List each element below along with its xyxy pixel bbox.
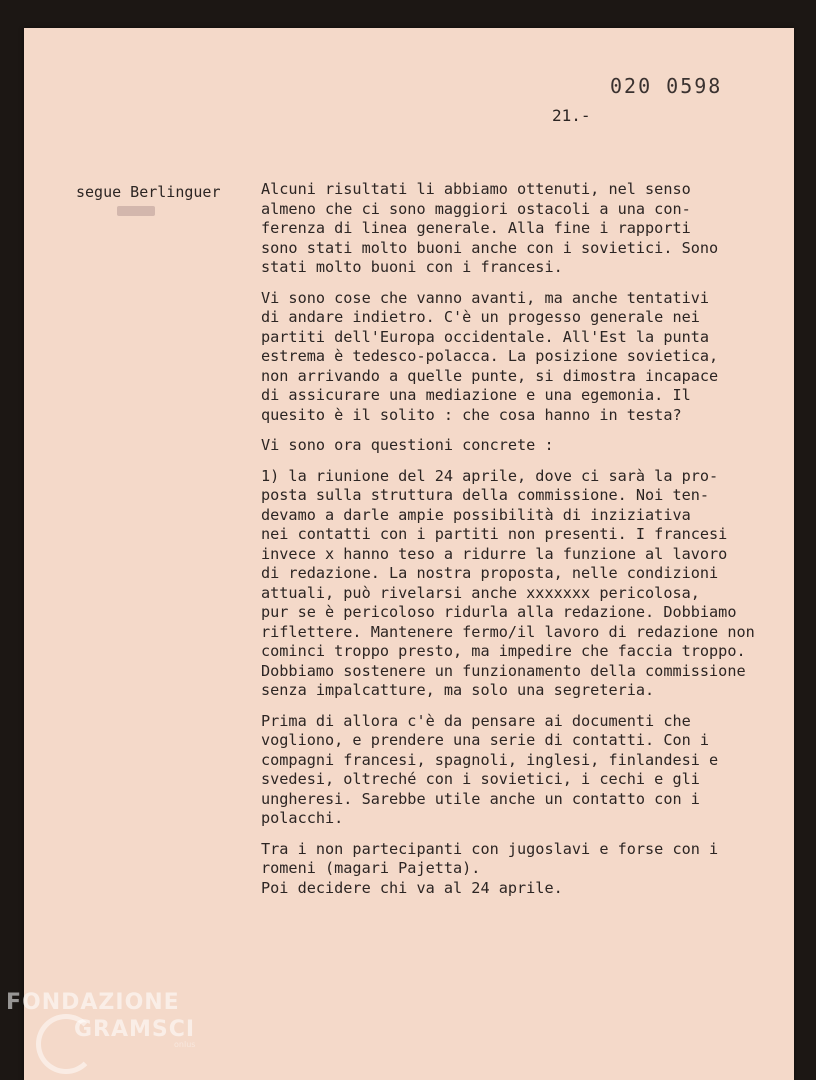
page-number: 21.-	[552, 106, 591, 125]
watermark-line1: FONDAZIONE	[6, 990, 180, 1015]
text-line: polacchi.	[261, 809, 344, 827]
text-line: invece x hanno teso a ridurre la funzione al lavoro	[261, 544, 728, 563]
text-line: partiti dell'Europa occidentale. All'Est la punta	[261, 327, 710, 346]
text-line: Poi decidere chi va al 24 aprile.	[261, 878, 563, 897]
text-line: nei contatti con i partiti non presenti. I francesi	[261, 525, 728, 543]
text-line: ungheresi. Sarebbe utile anche un contatto con i	[261, 789, 700, 808]
text-line: romeni (magari Pajetta).	[261, 859, 481, 877]
text-line: Alcuni risultati li abbiamo ottenuti, nel senso	[261, 180, 691, 198]
text-line: svedesi, oltreché con i sovietici, i cechi e gli	[261, 770, 700, 788]
text-line: cominci troppo presto, ma impedire che faccia troppo.	[261, 642, 746, 660]
speaker-label: segue Berlinguer	[76, 183, 221, 201]
text-line: vogliono, e prendere una serie di contatti. Con i	[261, 731, 710, 749]
paragraph	[261, 289, 781, 426]
paragraph	[261, 467, 781, 701]
text-line: non arrivando a quelle punte, si dimostra incapace	[261, 366, 719, 385]
text-line: riflettere. Mantenere fermo/il lavoro di redazione non	[261, 622, 755, 641]
text-line: di andare indietro. C'è un progesso generale nei	[261, 308, 700, 326]
text-line: quesito è il solito : che cosa hanno in testa?	[261, 405, 682, 424]
paragraph	[261, 436, 781, 456]
text-line: Dobbiamo sostenere un funzionamento della commissione	[261, 661, 746, 680]
text-line: Prima di allora c'è da pensare ai documenti che	[261, 711, 691, 730]
text-line: senza impalcatture, ma solo una segreteria.	[261, 681, 655, 699]
text-line: almeno che ci sono maggiori ostacoli a una con-	[261, 199, 691, 218]
paragraph	[261, 840, 781, 899]
text-line: pur se è pericoloso ridurla alla redazione. Dobbiamo	[261, 603, 737, 621]
text-line: di assicurare una mediazione e una egemonia. Il	[261, 386, 691, 404]
text-line: estrema è tedesco-polacca. La posizione sovietica,	[261, 347, 719, 365]
text-line: Vi sono ora questioni concrete :	[261, 436, 554, 454]
stamp-mark	[117, 206, 155, 216]
paragraph	[261, 712, 781, 829]
watermark-line2: GRAMSCI	[74, 1017, 196, 1042]
text-line: di redazione. La nostra proposta, nelle condizioni	[261, 564, 719, 582]
text-line: Tra i non partecipanti con jugoslavi e forse con i	[261, 839, 719, 858]
text-line: 1) la riunione del 24 aprile, dove ci sarà la pro-	[261, 466, 719, 485]
text-line: Vi sono cose che vanno avanti, ma anche tentativi	[261, 288, 710, 307]
g-logo-icon	[36, 1014, 96, 1074]
document-code: 020 0598	[610, 74, 723, 98]
text-line: sono stati molto buoni anche con i sovietici. Sono	[261, 238, 719, 257]
text-line: devamo a darle ampie possibilità di inziziativa	[261, 505, 691, 524]
text-line: compagni francesi, spagnoli, inglesi, finlandesi e	[261, 750, 719, 769]
text-line: attuali, può rivelarsi anche xxxxxxx pericolosa,	[261, 583, 700, 602]
document-body	[261, 180, 781, 909]
text-line: stati molto buoni con i francesi.	[261, 258, 563, 276]
watermark-line3: onlus	[174, 1040, 196, 1049]
watermark-logo	[6, 990, 195, 1049]
text-line: ferenza di linea generale. Alla fine i rapporti	[261, 219, 691, 237]
paragraph	[261, 180, 781, 278]
text-line: posta sulla struttura della commissione. Noi ten-	[261, 486, 710, 504]
